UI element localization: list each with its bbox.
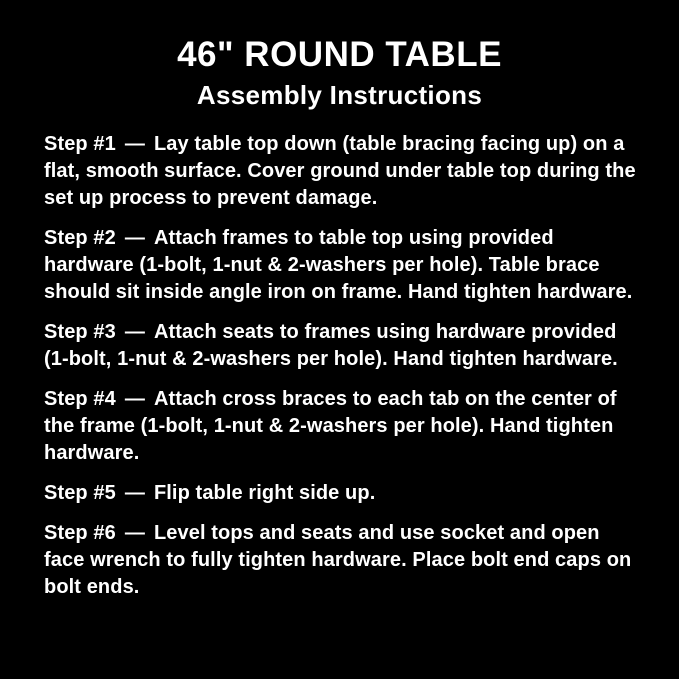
- step-5-text: Flip table right side up.: [153, 482, 376, 505]
- step-6-dash: —: [124, 522, 145, 545]
- step-2-label: Step #2: [44, 227, 116, 250]
- step-3-dash: —: [124, 321, 145, 344]
- step-4: [44, 386, 644, 467]
- step-6-label: Step #6: [44, 522, 116, 545]
- step-3-label: Step #3: [44, 321, 116, 344]
- page-subtitle: Assembly Instructions: [196, 79, 483, 110]
- step-4-text: Attach cross braces to each tab on the center of the frame (1-bolt, 1-nut & 2-washers per hole). Hand tighten hardware.: [44, 388, 617, 465]
- step-1-dash: —: [124, 133, 145, 156]
- step-1-label: Step #1: [44, 133, 116, 156]
- step-6: [44, 520, 644, 601]
- step-2-text: Attach frames to table top using provided hardware (1-bolt, 1-nut & 2-washers per hole). Table brace should sit inside angle iron on frame. Hand tighten hardware.: [44, 227, 633, 304]
- step-5-dash: —: [124, 482, 145, 505]
- page-title: 46" ROUND TABLE: [177, 35, 502, 74]
- step-5: [44, 480, 644, 507]
- step-1-text: Lay table top down (table bracing facing up) on a flat, smooth surface. Cover ground under table top during the set up process to prevent damage.: [44, 133, 636, 210]
- step-1: [44, 131, 644, 212]
- step-4-label: Step #4: [44, 388, 116, 411]
- steps-list: [0, 109, 678, 601]
- step-3-text: Attach seats to frames using hardware provided (1-bolt, 1-nut & 2-washers per hole). Hand tighten hardware.: [44, 321, 618, 371]
- step-2: [44, 225, 644, 306]
- step-6-text: Level tops and seats and use socket and open face wrench to fully tighten hardware. Place bolt end caps on bolt ends.: [44, 522, 632, 599]
- step-2-dash: —: [124, 227, 145, 250]
- step-5-label: Step #5: [44, 482, 116, 505]
- step-3: [44, 319, 644, 373]
- header: [0, 0, 679, 109]
- step-4-dash: —: [124, 388, 145, 411]
